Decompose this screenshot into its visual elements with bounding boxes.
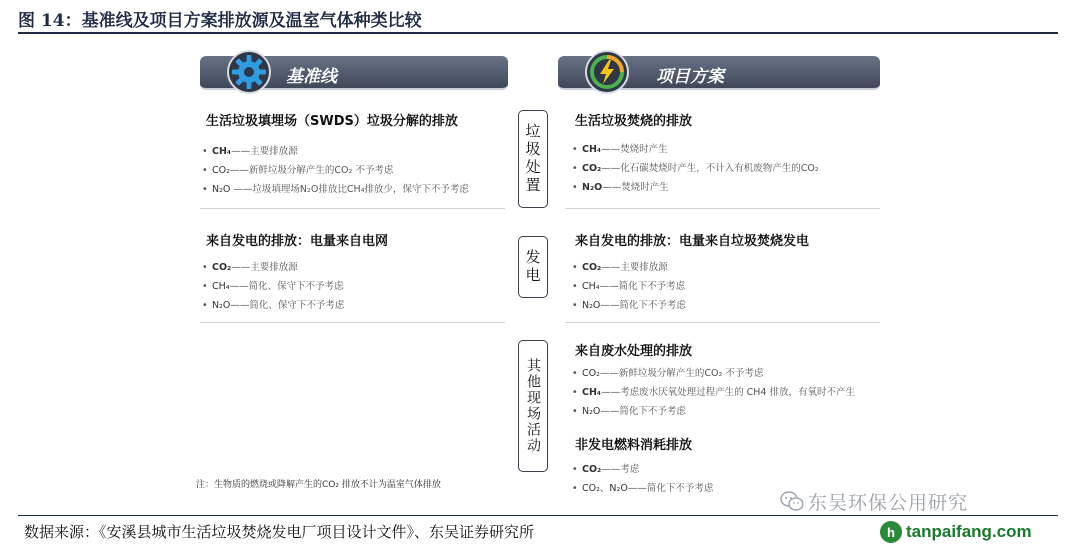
list-item: • CH₄——简化、保守下不予考虑: [202, 277, 344, 296]
brand-link[interactable]: tanpaifang.com: [906, 522, 1032, 541]
list-item: • CH₄——主要排放源: [202, 142, 469, 161]
list-item: • CO₂、N₂O——简化下不予考虑: [572, 479, 713, 498]
project-section-title: 生活垃圾焚烧的排放: [575, 114, 693, 129]
project-section-title: 非发电燃料消耗排放: [575, 438, 693, 453]
list-item: • CH₄——简化下不予考虑: [572, 277, 686, 296]
list-item: • CO₂——化石碳焚烧时产生，不计入有机废物产生的CO₂: [572, 159, 819, 178]
list-item: • CH₄——考虑废水厌氧处理过程产生的 CH4 排放，有氧时不产生: [572, 383, 855, 402]
project-section-title: 来自发电的排放：电量来自垃圾焚烧发电: [575, 234, 810, 249]
list-item: • N₂O——简化、保守下不予考虑: [202, 296, 344, 315]
wechat-icon: [780, 490, 804, 512]
project-header: [558, 56, 880, 90]
list-item: • CH₄——焚烧时产生: [572, 140, 819, 159]
project-section-list: [572, 364, 855, 421]
list-item: • N₂O——简化下不予考虑: [572, 402, 855, 421]
baseline-section-title: 生活垃圾填埋场（SWDS）垃圾分解的排放: [206, 114, 458, 129]
list-item: • N₂O——简化下不予考虑: [572, 296, 686, 315]
title-rule: [18, 32, 1058, 34]
list-item: • N₂O——焚烧时产生: [572, 178, 819, 197]
source-rule: [18, 515, 1058, 516]
project-section-list: [572, 258, 686, 315]
brand-logo: h: [880, 521, 902, 543]
list-item: • CO₂——新鲜垃圾分解产生的CO₂ 不予考虑: [572, 364, 855, 383]
watermark-text: 东吴环保公用研究: [808, 492, 969, 514]
category-power-generation: 发电: [518, 236, 548, 298]
list-item: • CO₂——新鲜垃圾分解产生的CO₂ 不予考虑: [202, 161, 469, 180]
baseline-section-list: [202, 142, 469, 199]
lightning-icon: [584, 49, 630, 95]
category-other-onsite: 其他现场活动: [518, 340, 548, 472]
baseline-header: [200, 56, 508, 90]
list-item: • CO₂——考虑: [572, 460, 713, 479]
project-section-title: 来自废水处理的排放: [575, 344, 693, 359]
baseline-section-title: 来自发电的排放：电量来自电网: [206, 234, 389, 249]
divider: [565, 322, 880, 323]
baseline-header-label: 基准线: [286, 67, 337, 87]
project-section-list: [572, 460, 713, 498]
project-header-label: 项目方案: [656, 67, 724, 87]
list-item: • CO₂——主要排放源: [572, 258, 686, 277]
divider: [200, 208, 505, 209]
divider: [200, 322, 505, 323]
divider: [565, 208, 880, 209]
figure-title: 图 14：基准线及项目方案排放源及温室气体种类比较: [18, 11, 422, 31]
project-section-list: [572, 140, 819, 197]
category-waste-disposal: 垃圾处置: [518, 110, 548, 208]
list-item: • N₂O ——垃圾填埋场N₂O排放比CH₄排放少，保守下不予考虑: [202, 180, 469, 199]
gear-icon: [226, 49, 272, 95]
footnote: 注：生物质的燃烧或降解产生的CO₂ 排放不计为温室气体排放: [196, 480, 441, 490]
list-item: • CO₂——主要排放源: [202, 258, 344, 277]
data-source: 数据来源：《安溪县城市生活垃圾焚烧发电厂项目设计文件》、东吴证券研究所: [24, 523, 535, 541]
baseline-section-list: [202, 258, 344, 315]
